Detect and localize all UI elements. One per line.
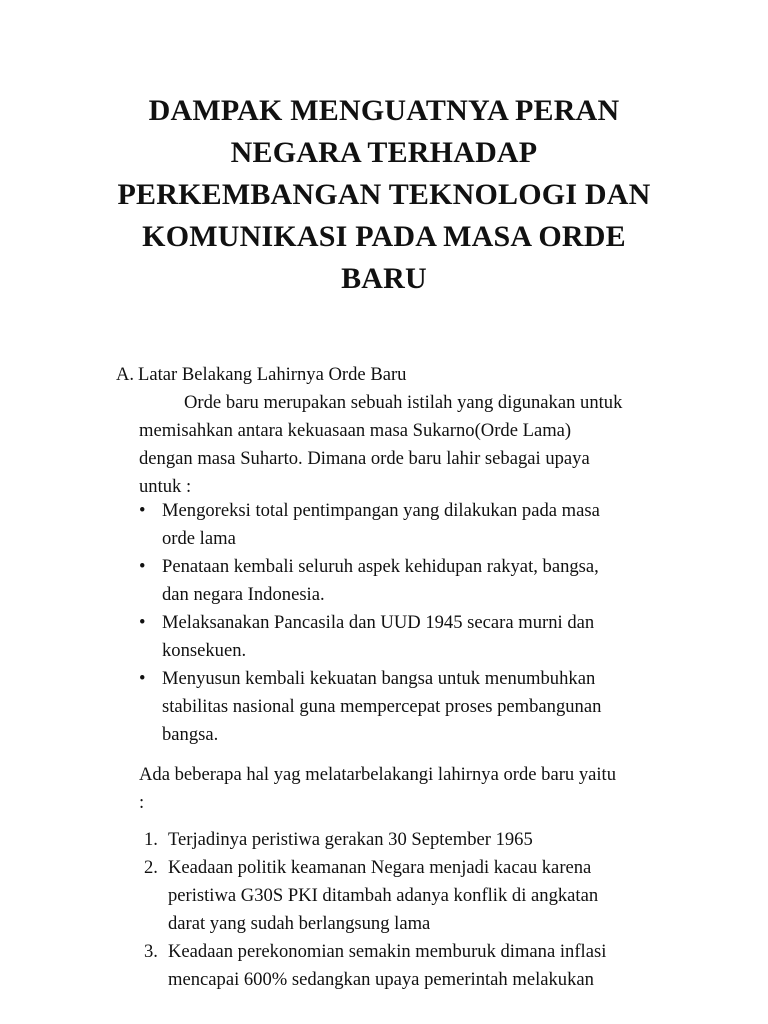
list-item-line: stabilitas nasional guna mempercepat proses pembangunan	[162, 696, 602, 717]
list-item-line: Terjadinya peristiwa gerakan 30 September 1965	[168, 829, 533, 850]
list-item-line: Melaksanakan Pancasila dan UUD 1945 secara murni dan	[162, 612, 595, 633]
paragraph-line: memisahkan antara kekuasaan masa Sukarno(Orde Lama)	[139, 420, 572, 441]
list-item-line: Penataan kembali seluruh aspek kehidupan rakyat, bangsa,	[162, 556, 599, 577]
intro-paragraph	[139, 389, 622, 501]
list-number: 2.	[144, 857, 158, 878]
list-number: 3.	[144, 941, 158, 962]
background-paragraph	[139, 761, 616, 817]
list-number: 1.	[144, 829, 158, 850]
list-item	[144, 854, 606, 938]
section-number: A.	[116, 364, 135, 385]
list-item-line: mencapai 600% sedangkan upaya pemerintah melakukan	[168, 969, 594, 990]
document-title	[90, 90, 678, 300]
bullet-icon: •	[139, 500, 146, 521]
list-item-line: Keadaan politik keamanan Negara menjadi kacau karena	[168, 857, 592, 878]
list-item-line: Menyusun kembali kekuatan bangsa untuk menumbuhkan	[162, 668, 596, 689]
list-item-line: orde lama	[162, 528, 236, 549]
list-item	[139, 497, 601, 553]
title-line: NEGARA TERHADAP	[230, 136, 538, 169]
bullet-icon: •	[139, 556, 146, 577]
list-item-line: darat yang sudah berlangsung lama	[168, 913, 431, 934]
title-line: BARU	[341, 262, 427, 295]
title-line: KOMUNIKASI PADA MASA ORDE	[142, 220, 626, 253]
list-item-line: konsekuen.	[162, 640, 247, 661]
bullet-icon: •	[139, 612, 146, 633]
list-item-line: Keadaan perekonomian semakin memburuk dimana inflasi	[168, 941, 607, 962]
list-item	[139, 665, 601, 749]
paragraph-line: untuk :	[139, 476, 192, 497]
numbered-list	[144, 826, 606, 994]
section-heading	[116, 361, 406, 389]
title-line: PERKEMBANGAN TEKNOLOGI DAN	[117, 178, 651, 211]
list-item-line: Mengoreksi total pentimpangan yang dilakukan pada masa	[162, 500, 600, 521]
list-item	[144, 938, 606, 994]
list-item-line: dan negara Indonesia.	[162, 584, 325, 605]
paragraph-line: dengan masa Suharto. Dimana orde baru lahir sebagai upaya	[139, 448, 590, 469]
list-item-line: bangsa.	[162, 724, 219, 745]
title-line: DAMPAK MENGUATNYA PERAN	[148, 94, 620, 127]
list-item-line: peristiwa G30S PKI ditambah adanya konflik di angkatan	[168, 885, 599, 906]
list-item	[139, 553, 601, 609]
section-heading-text: Latar Belakang Lahirnya Orde Baru	[138, 364, 407, 385]
paragraph-line: Ada beberapa hal yag melatarbelakangi lahirnya orde baru yaitu	[139, 764, 617, 785]
list-item	[139, 609, 601, 665]
paragraph-line: Orde baru merupakan sebuah istilah yang digunakan untuk	[184, 392, 623, 413]
bullet-list	[139, 497, 601, 749]
paragraph-line: :	[139, 792, 145, 813]
bullet-icon: •	[139, 668, 146, 689]
list-item	[144, 826, 606, 854]
